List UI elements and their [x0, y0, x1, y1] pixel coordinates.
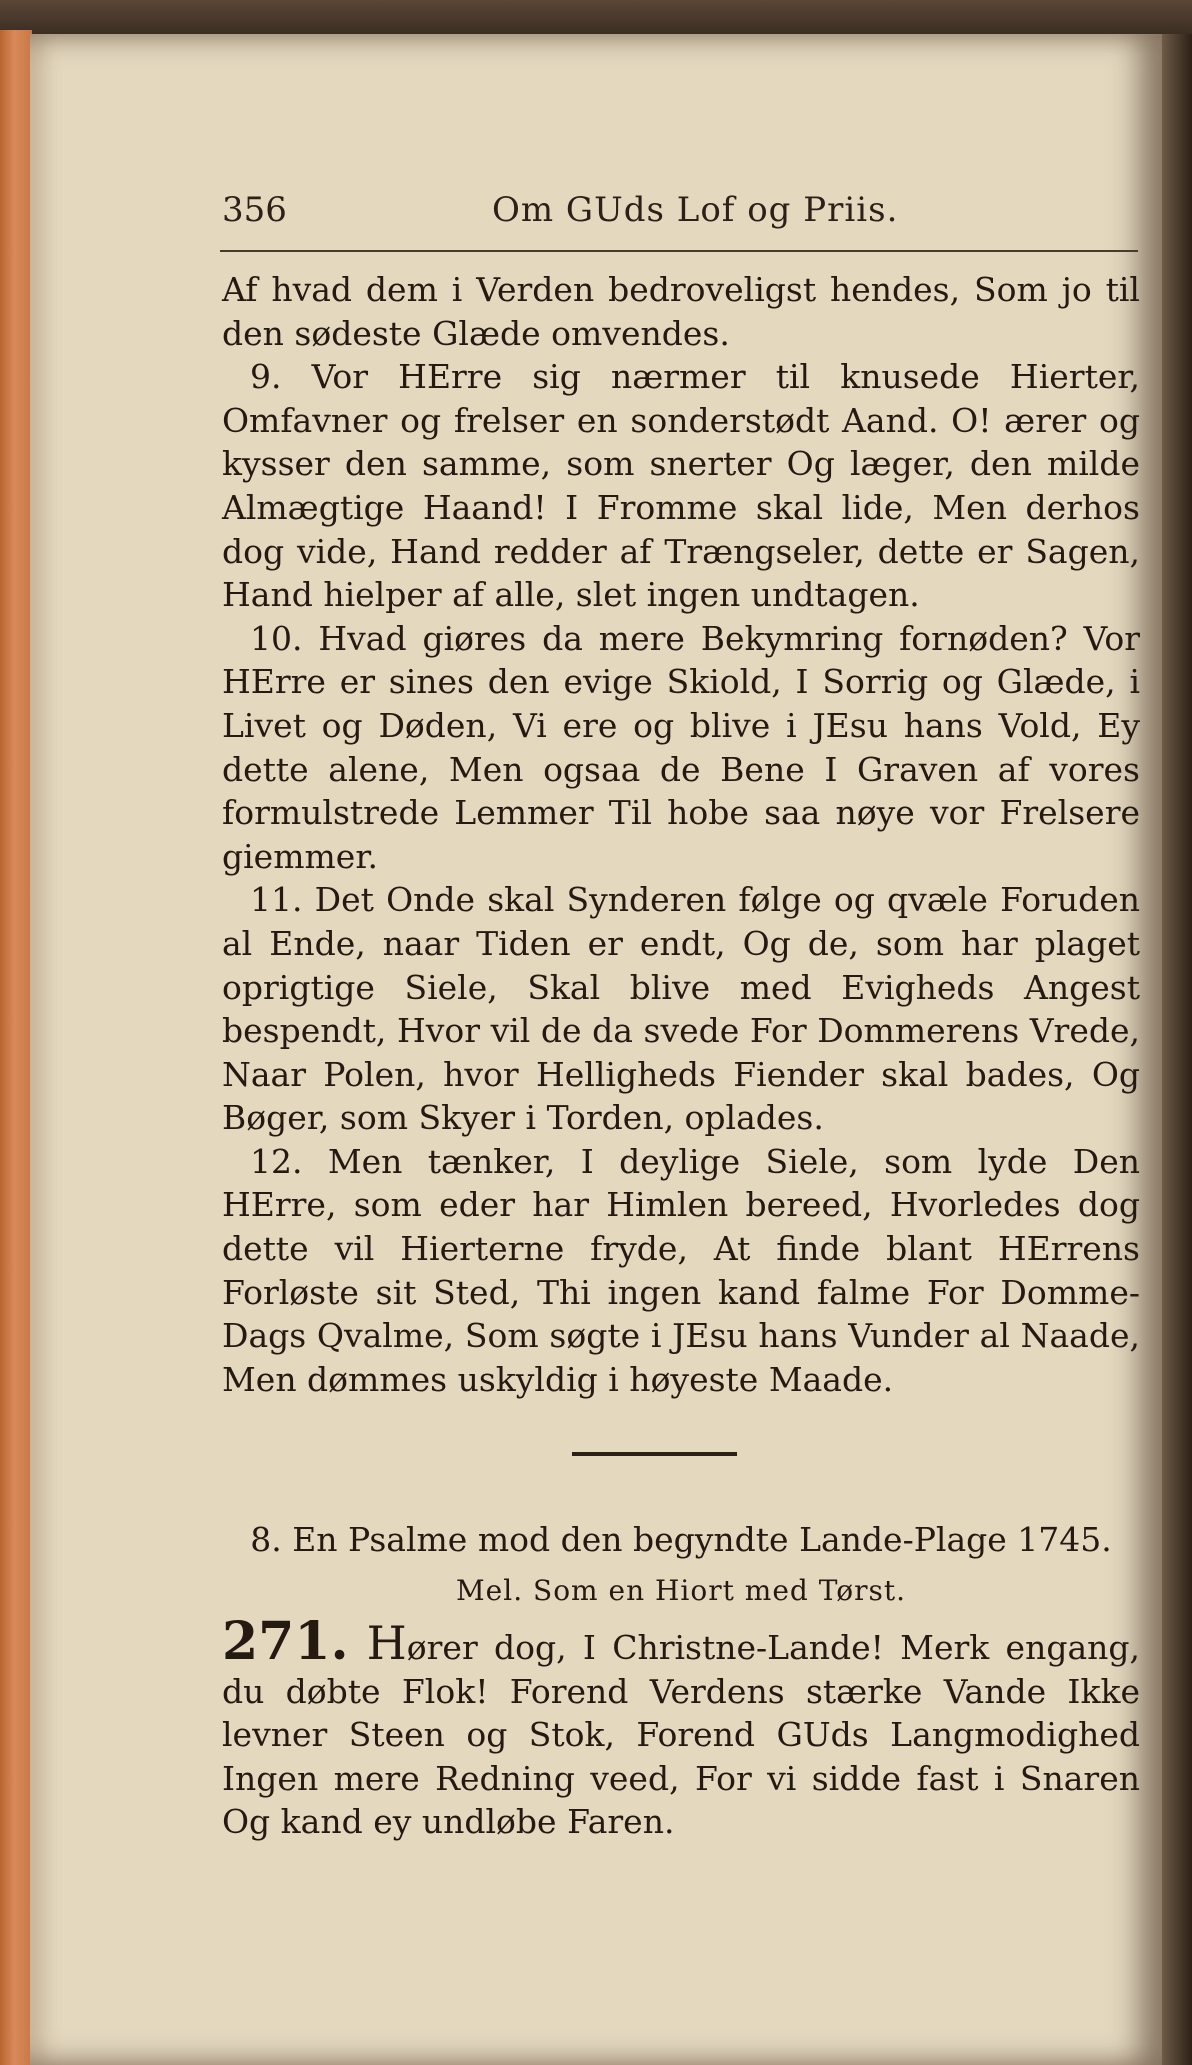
page-number: 356	[222, 190, 287, 230]
melody-line: Mel. Som en Hiort med Tørst.	[456, 1574, 906, 1607]
hymn-number: 271.	[222, 1611, 349, 1672]
verse-12: 12. Men tænker, I deylige Siele, som lyde Den HErre, som eder har Himlen bereed, Hvorledes dog dette vil Hierterne fryde, At finde blant HErrens Forløste sit Sted, Thi ingen kand falme For Domme-Dags Qvalme, Som søgte i JEsu hans Vunder al Naade, Men dømmes uskyldig i høyeste Maade.	[222, 1141, 1140, 1399]
verse-11: 11. Det Onde skal Synderen følge og qvæle Foruden al Ende, naar Tiden er endt, Og de, som har plaget oprigtige Siele, Skal blive med Evigheds Angest bespendt, Hvor vil de da svede For Dommerens Vrede, Naar Polen, hvor Helligheds Fiender skal bades, Og Bøger, som Skyer i Torden, oplades.	[222, 880, 1140, 1138]
hymn-271	[222, 1611, 1140, 1844]
verse-9: 9. Vor HErre sig nærmer til knusede Hierter, Omfavner og frelser en sonderstødt Aand. O! ærer og kysser den samme, som snerter Og læger, den milde Almægtige Haand! I Fromme skal lide, Men derhos dog vide, Hand redder af Trængseler, dette er Sagen, Hand hielper af alle, slet ingen undtagen.	[222, 357, 1140, 615]
hymn-text: ører dog, I Christne-Lande! Merk engang, du døbte Flok! Forend Verdens stærke Vande Ikke levner Steen og Stok, Forend GUds Langmodighed Ingen mere Redning veed, For vi sidde fast i Snaren Og kand ey undløbe Faren.	[222, 1628, 1140, 1842]
paragraph-continued: Af hvad dem i Verden bedroveligst hendes, Som jo til den sødeste Glæde omvendes.	[222, 270, 1140, 353]
drop-initial: H	[366, 1616, 407, 1670]
verse-10: 10. Hvad giøres da mere Bekymring fornøden? Vor HErre er sines den evige Skiold, I Sorrig og Glæde, i Livet og Døden, Vi ere og blive i JEsu hans Vold, Ey dette alene, Men ogsaa de Bene I Graven af vores formulstrede Lemmer Til hobe saa nøye vor Frelsere giemmer.	[222, 618, 1140, 876]
page-gutter-shadow	[1162, 34, 1192, 2065]
psalm-title: 8. En Psalme mod den begyndte Lande-Plage 1745.	[250, 1520, 1112, 1559]
top-page-edge	[0, 0, 1192, 36]
header-rule	[220, 250, 1138, 252]
running-title: Om GUds Lof og Priis.	[492, 190, 899, 230]
hymn-continuation	[222, 268, 1140, 1401]
section-divider	[572, 1452, 737, 1456]
running-head	[222, 190, 1138, 240]
book-spine-edge	[0, 30, 32, 2065]
